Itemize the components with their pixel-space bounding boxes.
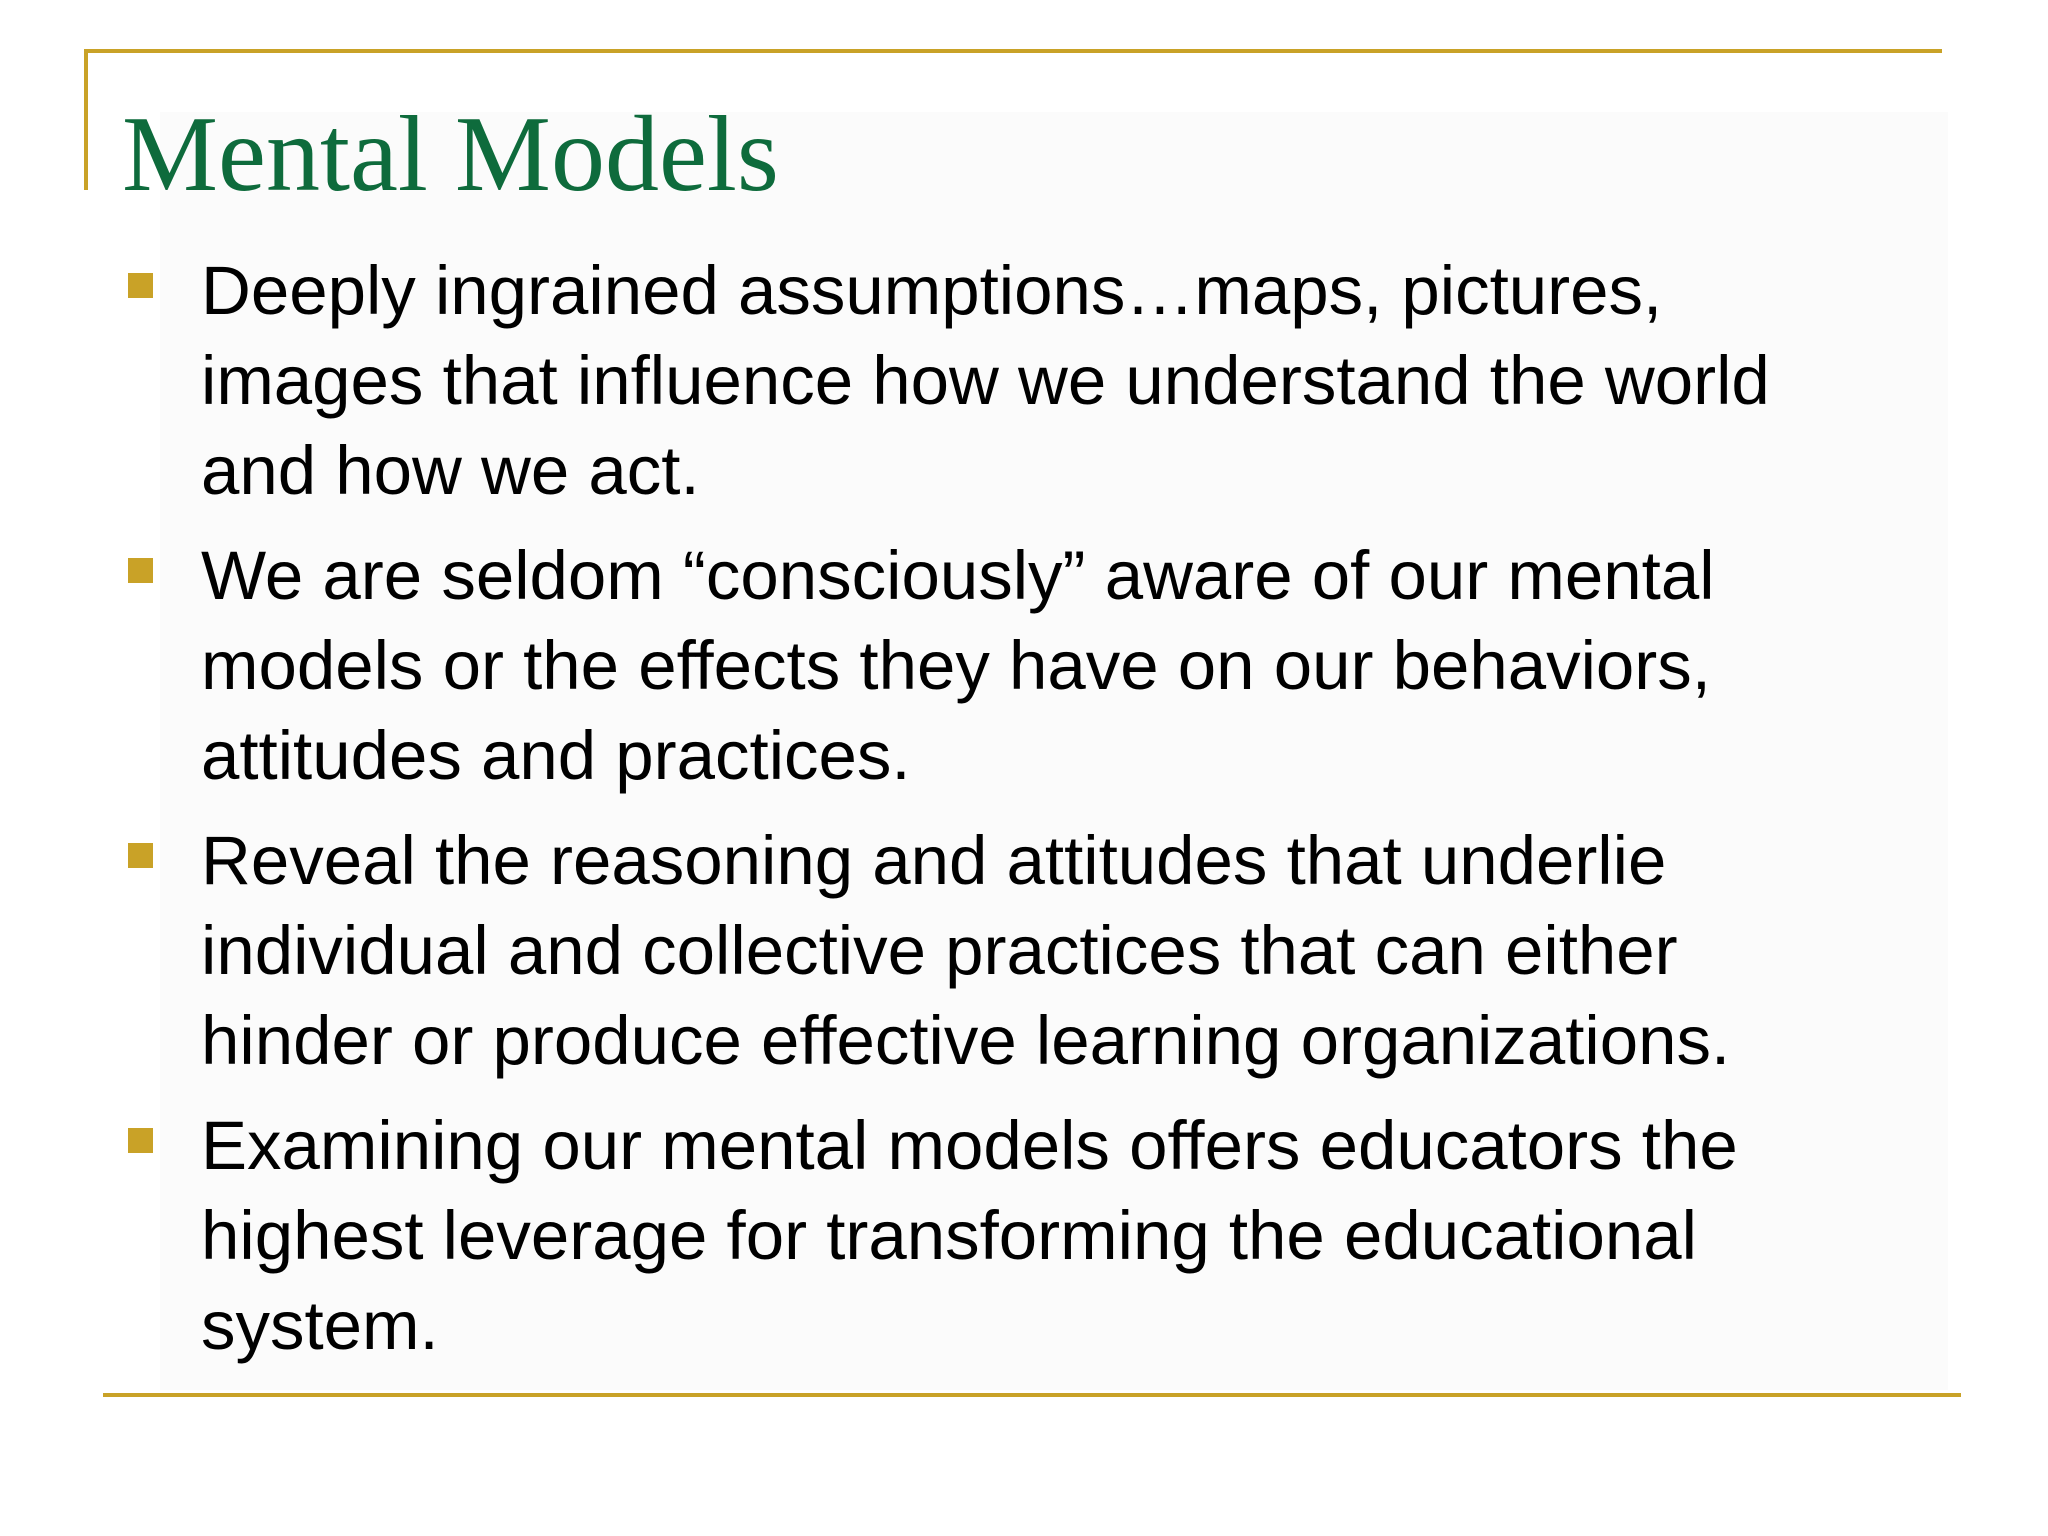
bullet-line: individual and collective practices that can either	[201, 912, 1678, 989]
bullet-line: models or the effects they have on our behaviors,	[201, 627, 1711, 704]
bullet-line: We are seldom “consciously” aware of our mental	[201, 537, 1715, 614]
bottom-rule	[103, 1393, 1961, 1397]
bullet-line: highest leverage for transforming the educational	[201, 1197, 1697, 1274]
left-rule	[84, 49, 88, 190]
bullet-line: Reveal the reasoning and attitudes that underlie	[201, 822, 1667, 899]
bullet-text	[201, 1101, 1931, 1371]
bullet-text	[201, 246, 1931, 516]
slide-title: Mental Models	[122, 95, 779, 214]
bullet-line: Examining our mental models offers educators the	[201, 1107, 1738, 1184]
bullet-text	[201, 531, 1931, 801]
bullet-line: system.	[201, 1287, 439, 1364]
bullet-line: images that influence how we understand the world	[201, 342, 1770, 419]
bullet-line: Deeply ingrained assumptions…maps, pictures,	[201, 252, 1663, 329]
square-bullet-icon	[128, 843, 153, 868]
bullet-text	[201, 816, 1931, 1086]
square-bullet-icon	[128, 1128, 153, 1153]
bullet-line: hinder or produce effective learning organizations.	[201, 1002, 1731, 1079]
square-bullet-icon	[128, 558, 153, 583]
square-bullet-icon	[128, 273, 153, 298]
top-rule	[84, 49, 1942, 53]
bullet-line: and how we act.	[201, 432, 700, 509]
bullet-line: attitudes and practices.	[201, 717, 911, 794]
